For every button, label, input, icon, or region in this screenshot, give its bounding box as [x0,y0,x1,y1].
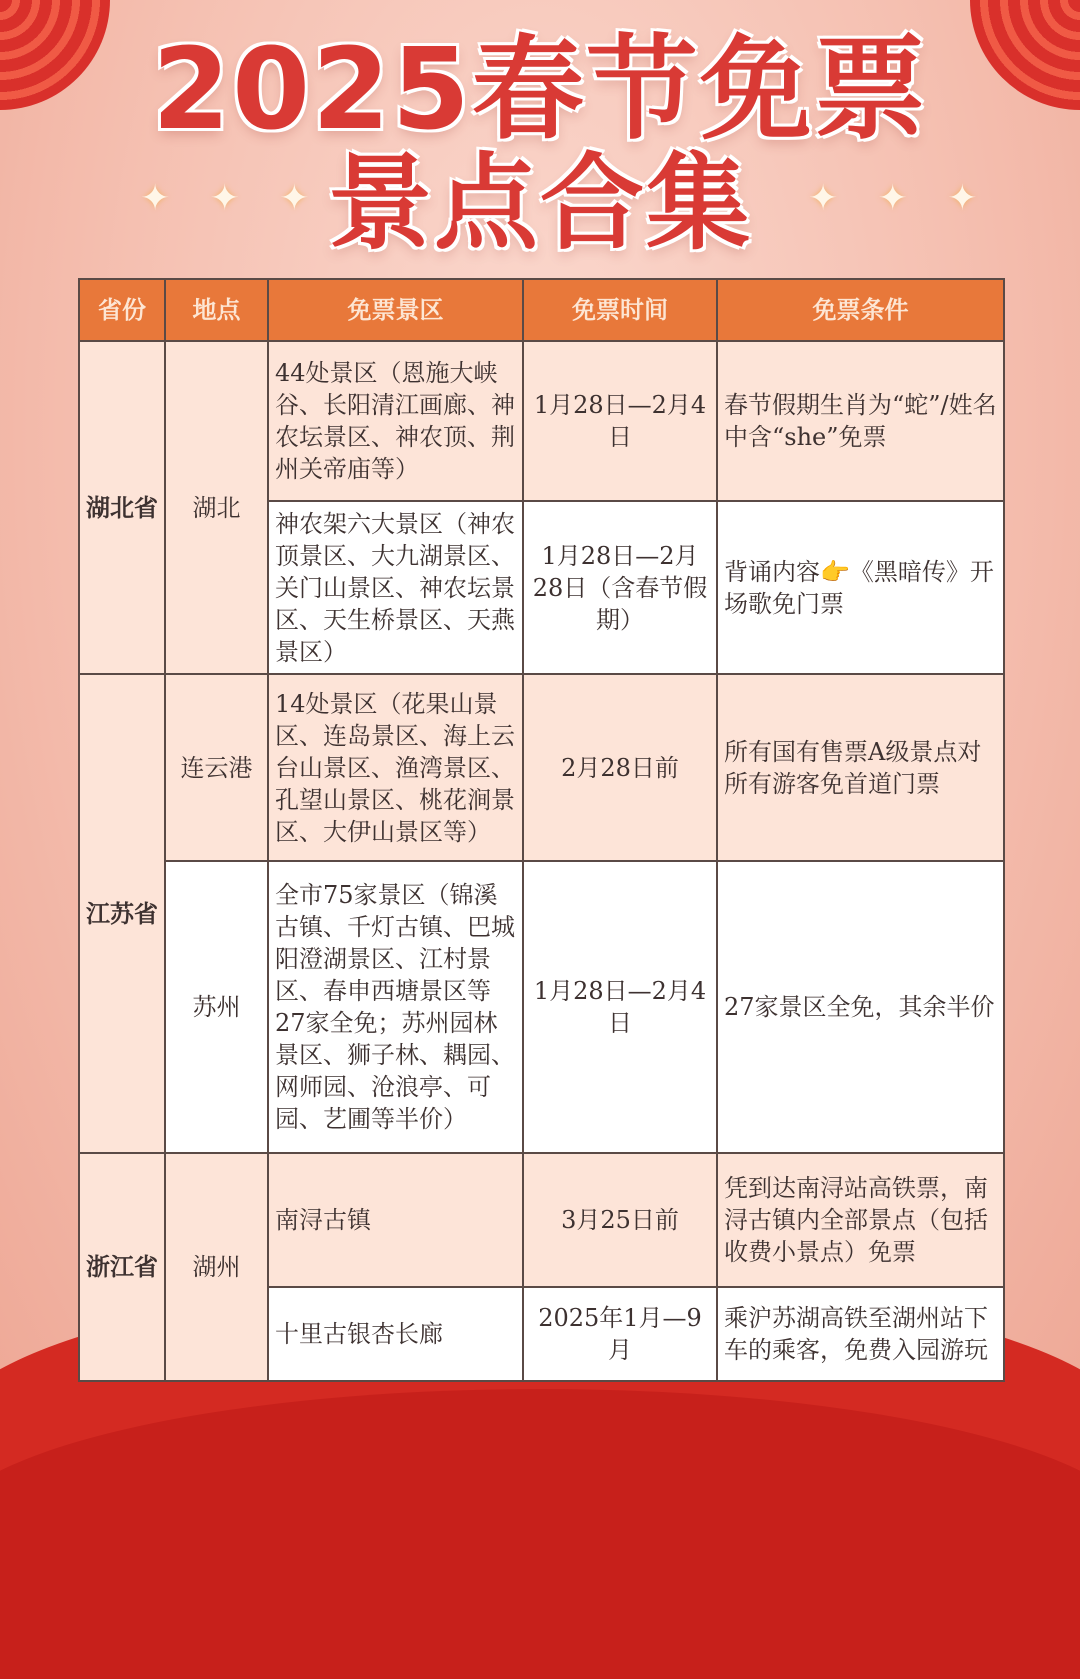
free-ticket-table [78,278,1003,1382]
spots-cell: 14处景区（花果山景区、连岛景区、海上云台山景区、渔湾景区、孔望山景区、桃花涧景区、大伊山景区等） [268,674,523,861]
column-header-condition: 免票条件 [717,279,1004,341]
condition-cell: 凭到达南浔站高铁票，南浔古镇内全部景点（包括收费小景点）免票 [717,1153,1004,1287]
table-row [79,861,1004,1153]
condition-cell: 春节假期生肖为“蛇”/姓名中含“she”免票 [717,341,1004,501]
column-header-province: 省份 [79,279,165,341]
time-cell: 2月28日前 [523,674,717,861]
column-header-time: 免票时间 [523,279,717,341]
province-cell: 湖北省 [79,341,165,674]
condition-cell: 所有国有售票A级景点对所有游客免首道门票 [717,674,1004,861]
place-cell: 湖北 [165,341,268,674]
table-row [79,1153,1004,1287]
spots-cell: 南浔古镇 [268,1153,523,1287]
sparkle-icon: ✦ ✦ ✦ [808,178,992,219]
page-title-line1: 2025春节免票 [152,25,928,155]
time-cell: 2025年1月—9月 [523,1287,717,1381]
time-cell: 1月28日—2月4日 [523,341,717,501]
time-cell: 3月25日前 [523,1153,717,1287]
condition-cell: 背诵内容👉《黑暗传》开场歌免门票 [717,501,1004,674]
province-cell: 江苏省 [79,674,165,1153]
place-cell: 湖州 [165,1153,268,1381]
time-cell: 1月28日—2月4日 [523,861,717,1153]
province-cell: 浙江省 [79,1153,165,1381]
table-row [79,674,1004,861]
place-cell: 连云港 [165,674,268,861]
condition-cell: 27家景区全免，其余半价 [717,861,1004,1153]
spots-cell: 十里古银杏长廊 [268,1287,523,1381]
column-header-place: 地点 [165,279,268,341]
bottom-wave [0,1389,1080,1679]
spots-cell: 44处景区（恩施大峡谷、长阳清江画廊、神农坛景区、神农顶、荆州关帝庙等） [268,341,523,501]
table-header-row [79,279,1004,341]
page-title-line2: 景点合集 [327,142,752,264]
spots-cell: 神农架六大景区（神农顶景区、大九湖景区、关门山景区、神农坛景区、天生桥景区、天燕景区） [268,501,523,674]
sparkle-icon: ✦ ✦ ✦ [140,178,324,219]
time-cell: 1月28日—2月28日（含春节假期） [523,501,717,674]
spots-cell: 全市75家景区（锦溪古镇、千灯古镇、巴城阳澄湖景区、江村景区、春申西塘景区等27家全免；苏州园林景区、狮子林、耦园、网师园、沧浪亭、可园、艺圃等半价） [268,861,523,1153]
condition-cell: 乘沪苏湖高铁至湖州站下车的乘客，免费入园游玩 [717,1287,1004,1381]
table-row [79,341,1004,501]
place-cell: 苏州 [165,861,268,1153]
column-header-spots: 免票景区 [268,279,523,341]
